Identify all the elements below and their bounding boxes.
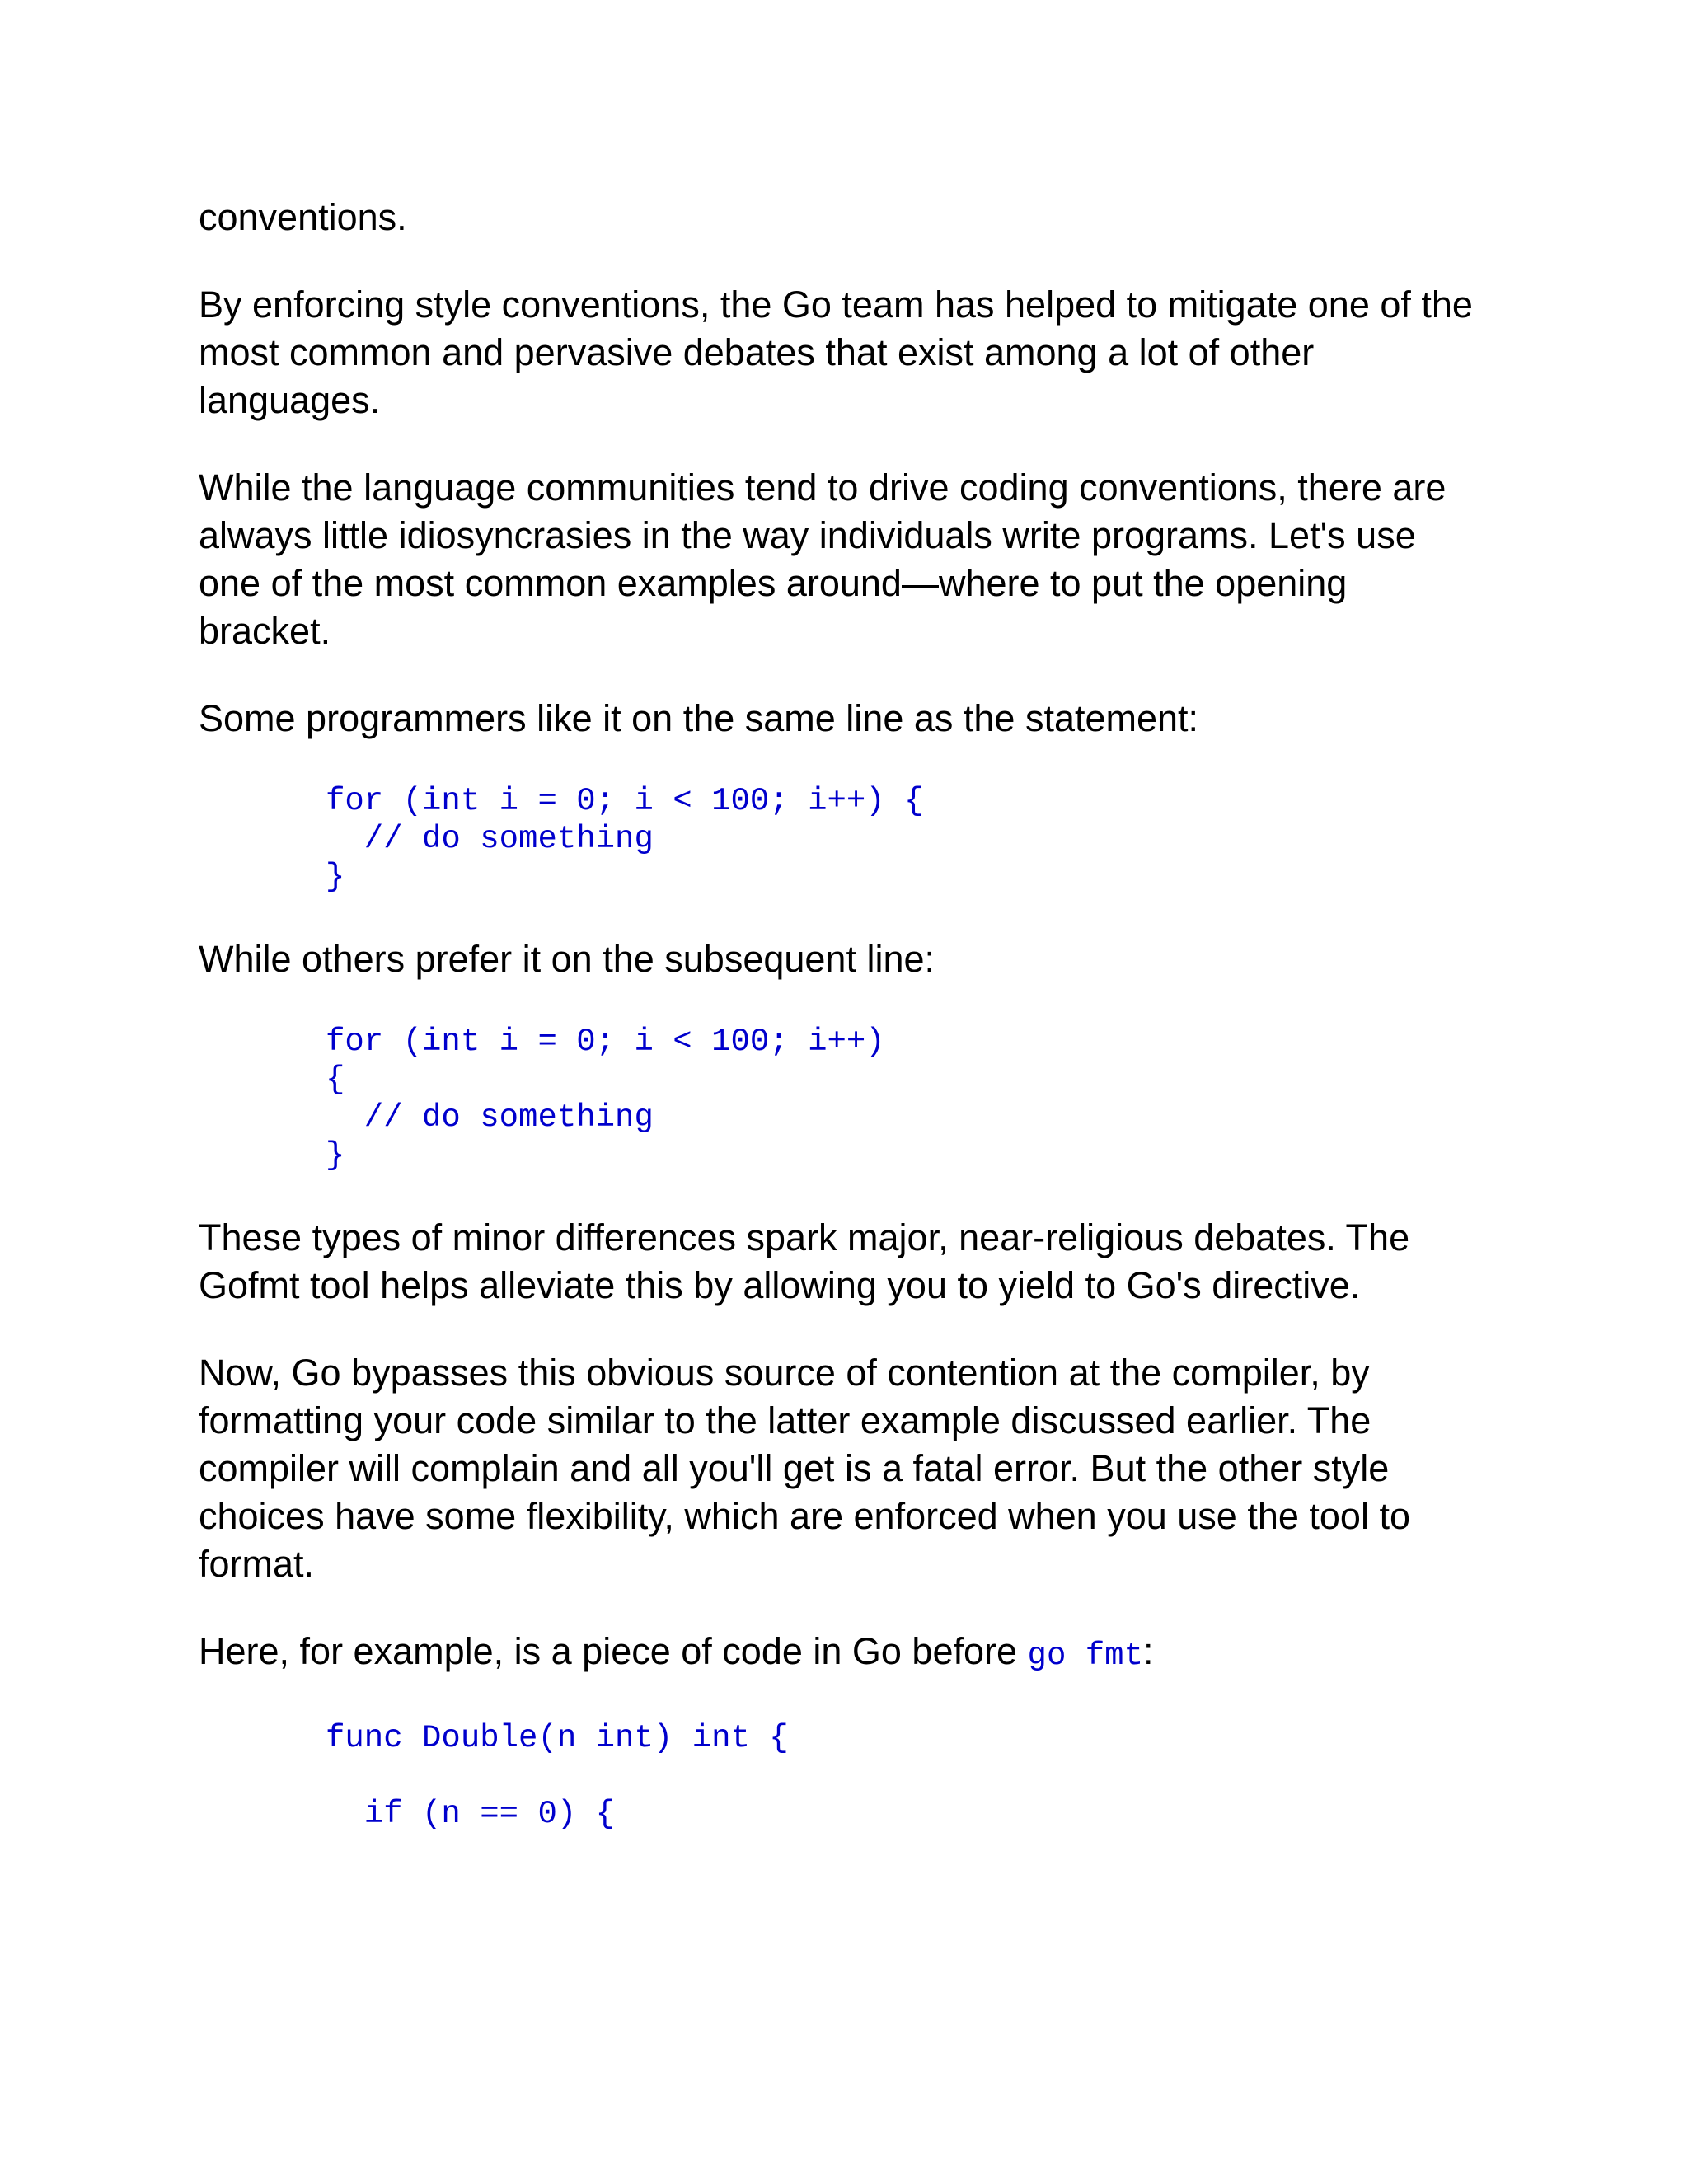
inline-code-go-fmt: go fmt (1027, 1638, 1143, 1674)
paragraph-go-fmt-intro (199, 1628, 1484, 1680)
page-content (199, 194, 1484, 1872)
paragraph-style-conventions: By enforcing style conventions, the Go team has helped to mitigate one of the most common and pervasive debates that exist among a lot of other languages. (199, 284, 1473, 421)
paragraph-next-line-intro: While others prefer it on the subsequent line: (199, 938, 935, 980)
code-block-same-line: for (int i = 0; i < 100; i++) { // do something } (326, 783, 924, 895)
code-block-go-before-fmt: func Double(n int) int { if (n == 0) { (326, 1720, 789, 1832)
code-block-next-line: for (int i = 0; i < 100; i++) { // do something } (326, 1024, 885, 1174)
paragraph-same-line-intro: Some programmers like it on the same line as the statement: (199, 697, 1199, 739)
go-fmt-intro-colon: : (1142, 1630, 1154, 1672)
paragraph-compiler: Now, Go bypasses this obvious source of contention at the compiler, by formatting your code similar to the latter example discussed earlier. The compiler will complain and all you'll get is a fatal error. But the other style choices have some flexibility, which are enforced when you use the tool to format. (199, 1352, 1410, 1585)
paragraph-idiosyncrasies: While the language communities tend to drive coding conventions, there are always little idiosyncrasies in the way individuals write programs. Let's use one of the most common examples around—where to put the opening bracket. (199, 466, 1447, 652)
paragraph-conventions: conventions. (199, 196, 407, 238)
go-fmt-intro-text: Here, for example, is a piece of code in Go before (199, 1630, 1028, 1672)
paragraph-debates: These types of minor differences spark major, near-religious debates. The Gofmt tool helps alleviate this by allowing you to yield to Go's directive. (199, 1216, 1410, 1306)
